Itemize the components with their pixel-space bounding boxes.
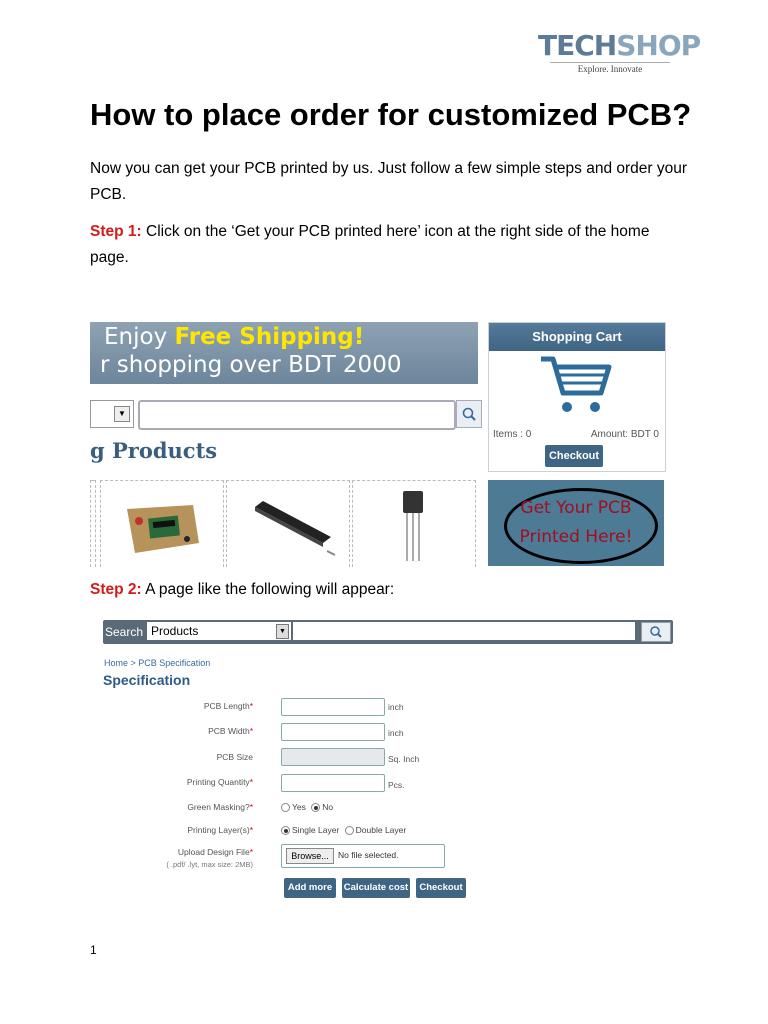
logo-wordmark: TECHSHOP bbox=[538, 29, 701, 62]
calculate-cost-button[interactable]: Calculate cost bbox=[342, 878, 410, 898]
search-category-select[interactable]: Products ▼ bbox=[147, 622, 291, 640]
home-page-screenshot bbox=[90, 322, 666, 566]
add-more-button[interactable]: Add more bbox=[284, 878, 336, 898]
printing-layers-options: Single Layer Double Layer bbox=[281, 825, 406, 835]
upload-file-field bbox=[281, 844, 445, 868]
upload-status: No file selected. bbox=[338, 850, 399, 860]
search-button[interactable] bbox=[641, 622, 671, 642]
masking-no-radio[interactable] bbox=[311, 803, 320, 812]
step1-label: Step 1: bbox=[90, 223, 142, 240]
page-number: 1 bbox=[90, 943, 97, 957]
chevron-down-icon: ▼ bbox=[276, 624, 289, 639]
pcb-board-image bbox=[101, 481, 223, 567]
pcb-size-unit: Sq. Inch bbox=[388, 754, 420, 764]
search-input[interactable] bbox=[138, 400, 456, 430]
pcb-size-label: PCB Size bbox=[216, 752, 253, 762]
chevron-down-icon: ▼ bbox=[114, 406, 130, 422]
pcb-width-unit: inch bbox=[388, 728, 404, 738]
printing-layers-label: Printing Layer(s)* bbox=[187, 825, 253, 835]
pcb-length-input[interactable] bbox=[281, 698, 385, 716]
upload-hint: ( .pdf/ .lyt, max size: 2MB) bbox=[166, 860, 253, 869]
step2-paragraph bbox=[90, 577, 690, 603]
product-card[interactable] bbox=[226, 480, 350, 567]
ic-chip-image bbox=[227, 481, 349, 567]
masking-yes-radio[interactable] bbox=[281, 803, 290, 812]
search-input[interactable] bbox=[293, 622, 635, 640]
printing-quantity-unit: Pcs. bbox=[388, 780, 405, 790]
intro-paragraph: Now you can get your PCB printed by us. Just follow a few simple steps and order your PCB. bbox=[90, 160, 688, 203]
search-bar bbox=[103, 620, 673, 644]
step1-paragraph bbox=[90, 219, 690, 271]
shopping-cart-widget bbox=[488, 322, 666, 472]
browse-button[interactable]: Browse... bbox=[286, 848, 334, 864]
printing-quantity-label: Printing Quantity* bbox=[186, 777, 253, 787]
pcb-specification-screenshot bbox=[103, 620, 675, 910]
green-masking-label: Green Masking?* bbox=[187, 802, 253, 812]
cart-amount: Amount: BDT 0 bbox=[590, 429, 659, 440]
pcb-length-label: PCB Length* bbox=[203, 701, 253, 711]
pcb-width-label: PCB Width* bbox=[208, 726, 253, 736]
cart-title: Shopping Cart bbox=[489, 323, 665, 351]
transistor-image bbox=[353, 481, 475, 567]
breadcrumb[interactable]: Home > PCB Specification bbox=[104, 658, 211, 668]
search-icon bbox=[457, 401, 481, 427]
pcb-width-input[interactable] bbox=[281, 723, 385, 741]
cart-items-count: Items : 0 bbox=[493, 429, 532, 440]
upload-design-label: Upload Design File* bbox=[177, 847, 253, 857]
step2-text: A page like the following will appear: bbox=[141, 581, 395, 598]
product-card bbox=[90, 480, 96, 567]
free-shipping-banner: Enjoy Free Shipping! r shopping over BDT 2000 bbox=[90, 322, 478, 384]
search-label: Search bbox=[105, 625, 144, 639]
get-pcb-printed-banner[interactable]: Get Your PCB Printed Here! bbox=[488, 480, 664, 566]
printing-quantity-input[interactable] bbox=[281, 774, 385, 792]
step1-text: Click on the ‘Get your PCB printed here’ icon at the right side of the home page. bbox=[90, 223, 650, 266]
logo-tagline: Explore. Innovate bbox=[550, 62, 670, 74]
page-title: How to place order for customized PCB? bbox=[90, 97, 692, 132]
techshop-logo bbox=[538, 29, 701, 74]
green-masking-options: Yes No bbox=[281, 802, 333, 812]
cart-checkout-button[interactable]: Checkout bbox=[545, 445, 603, 467]
cart-icon bbox=[489, 353, 665, 423]
products-heading: g Products bbox=[90, 438, 218, 463]
product-card[interactable] bbox=[100, 480, 224, 567]
single-layer-radio[interactable] bbox=[281, 826, 290, 835]
search-icon bbox=[642, 623, 670, 641]
category-select[interactable] bbox=[90, 400, 134, 428]
double-layer-radio[interactable] bbox=[345, 826, 354, 835]
pcb-length-unit: inch bbox=[388, 702, 404, 712]
step2-label: Step 2: bbox=[90, 581, 142, 598]
pcb-size-field bbox=[281, 748, 385, 766]
search-button[interactable] bbox=[456, 400, 482, 428]
product-card[interactable] bbox=[352, 480, 476, 567]
specification-heading: Specification bbox=[103, 672, 191, 688]
checkout-button[interactable]: Checkout bbox=[416, 878, 466, 898]
